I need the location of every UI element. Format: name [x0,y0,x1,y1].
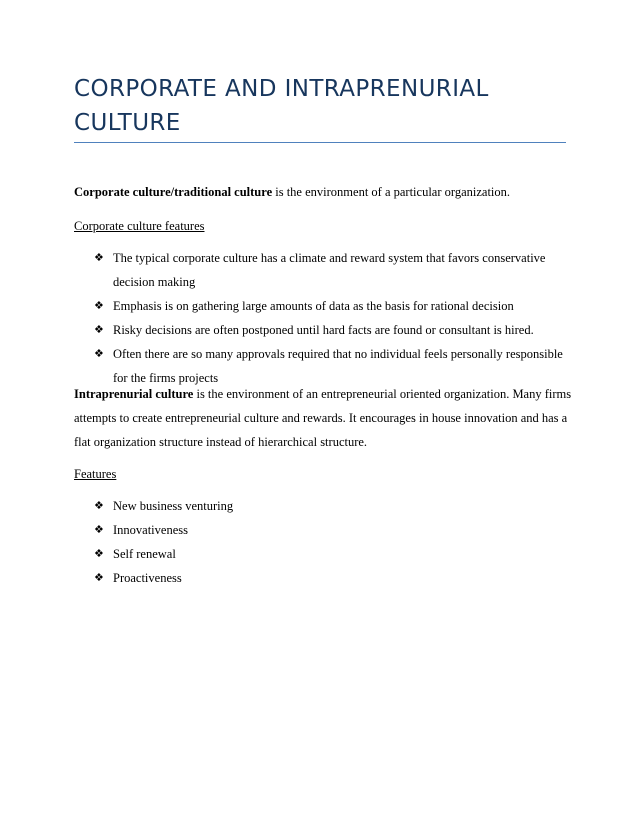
title-line-2: CULTURE [74,110,181,136]
corporate-culture-definition-text: is the environment of a particular organization. [272,185,511,199]
intrapreneurial-features-heading [74,462,574,486]
corporate-features-heading-text: Corporate culture features [74,219,205,233]
intrapreneurial-culture-definition-text: is the environment of an entrepreneurial oriented organization. Many firms attempts to create entrepreneurial culture and rewards. It encourages in house innovation and has a flat organization structure instead of hierarchical structure. [74,387,572,449]
list-item [94,246,574,294]
diamond-bullet-icon: ❖ [94,499,104,512]
diamond-bullet-icon: ❖ [94,523,104,536]
diamond-bullet-icon: ❖ [94,571,104,584]
list-item [94,518,574,542]
list-item-text: Often there are so many approvals required that no individual feels personally responsible for the firms projects [113,347,563,385]
list-item [94,542,574,566]
diamond-bullet-icon: ❖ [94,299,104,312]
list-item-text: The typical corporate culture has a climate and reward system that favors conservative decision making [113,251,546,289]
corporate-culture-term: Corporate culture/traditional culture [74,185,273,199]
list-item-text: Risky decisions are often postponed until hard facts are found or consultant is hired. [113,323,534,337]
list-item-text: Innovativeness [113,523,188,537]
diamond-bullet-icon: ❖ [94,547,104,560]
corporate-features-heading [74,214,574,238]
title-line-1: CORPORATE AND INTRAPRENURIAL [74,76,489,102]
list-item [94,294,574,318]
title-underline-rule [74,142,566,143]
corporate-features-list [94,246,574,390]
intrapreneurial-features-list [94,494,574,590]
list-item [94,494,574,518]
corporate-culture-definition [74,180,574,204]
list-item-text: Proactiveness [113,571,182,585]
diamond-bullet-icon: ❖ [94,323,104,336]
intrapreneurial-culture-definition [74,382,574,454]
list-item [94,566,574,590]
diamond-bullet-icon: ❖ [94,347,104,360]
list-item-text: Self renewal [113,547,176,561]
list-item [94,318,574,342]
intrapreneurial-culture-term: Intraprenurial culture [74,387,194,401]
list-item-text: Emphasis is on gathering large amounts of data as the basis for rational decision [113,299,514,313]
list-item-text: New business venturing [113,499,234,513]
page-title [74,72,574,140]
intrapreneurial-features-heading-text: Features [74,467,117,481]
diamond-bullet-icon: ❖ [94,251,104,264]
